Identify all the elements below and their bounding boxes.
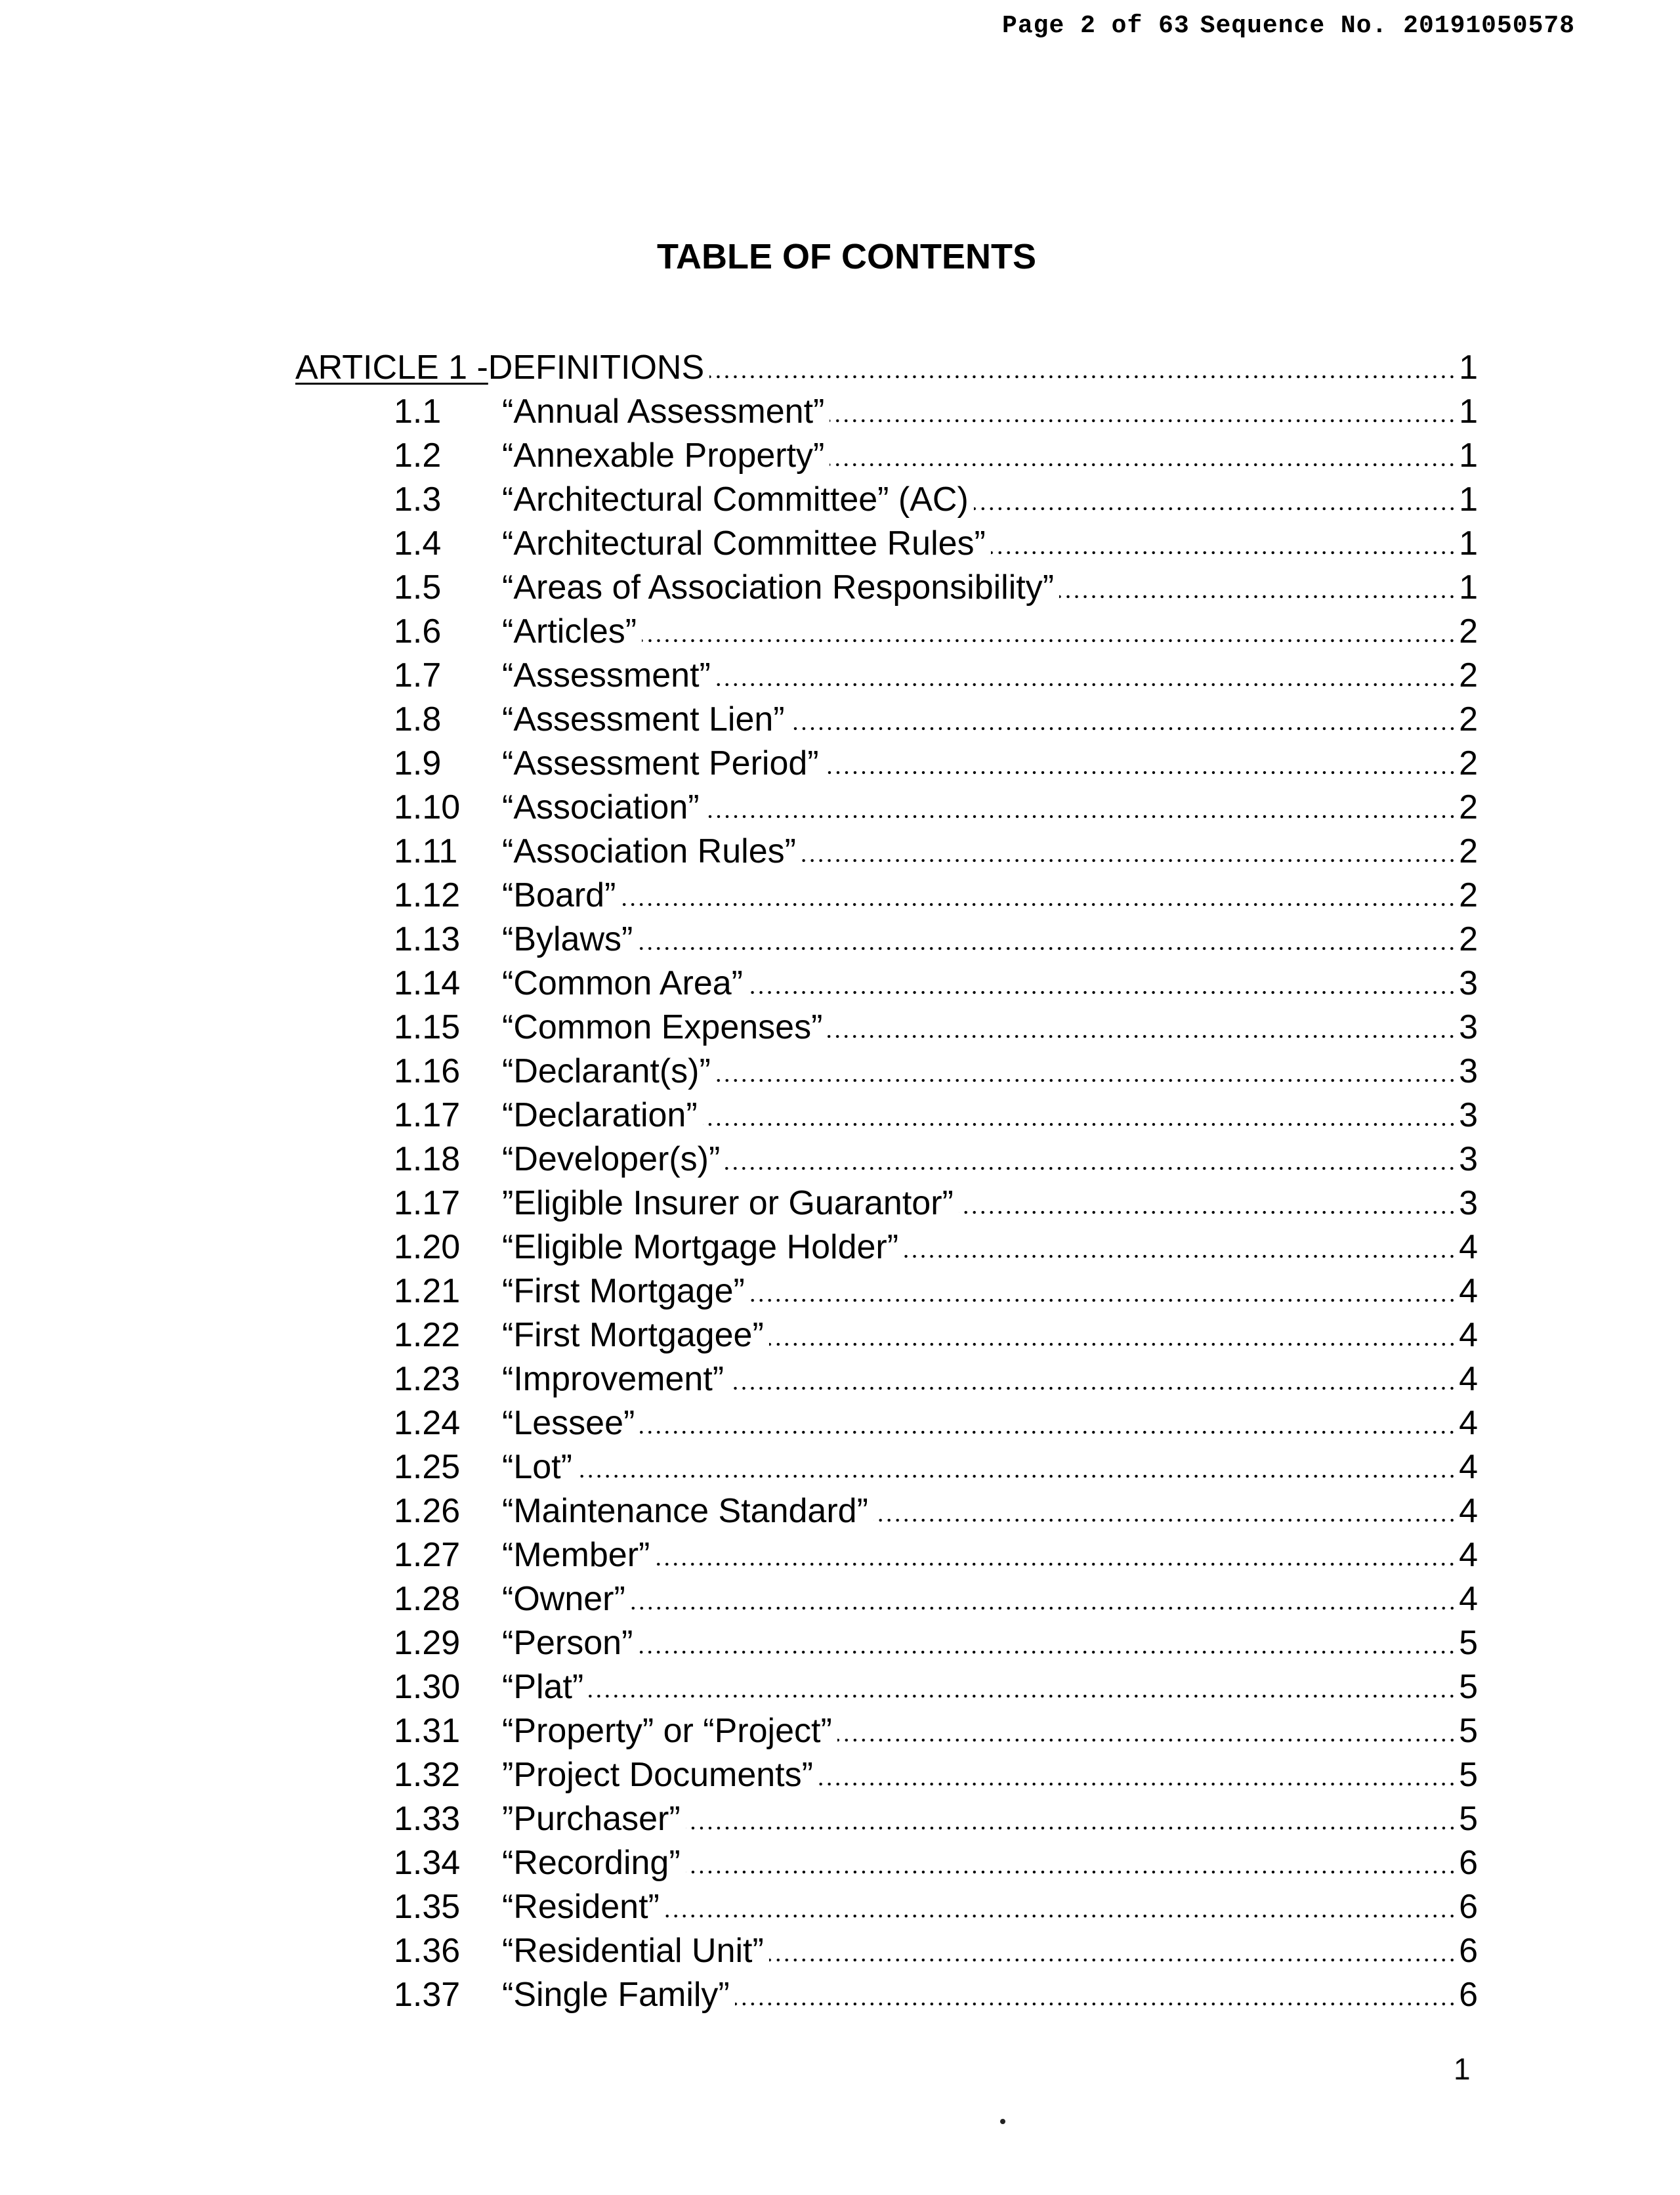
entry-title: “First Mortgage”	[502, 1272, 745, 1310]
dot-leader	[686, 1869, 1456, 1875]
entry-number: 1.15	[394, 1008, 461, 1046]
entry-page-number: 2	[1459, 612, 1478, 650]
entry-page-number: 4	[1459, 1272, 1478, 1310]
entry-title: “Member”	[502, 1536, 650, 1574]
toc-entry	[295, 959, 1478, 1003]
entry-title: “Developer(s)”	[502, 1140, 721, 1178]
dot-leader	[716, 1078, 1456, 1083]
dot-leader	[703, 1122, 1456, 1127]
entry-title: “Bylaws”	[502, 920, 633, 958]
entry-page-number: 3	[1459, 1096, 1478, 1134]
dot-leader	[729, 1386, 1456, 1391]
toc-entry	[295, 1663, 1478, 1707]
toc-entry	[295, 1751, 1478, 1795]
entry-page-number: 2	[1459, 832, 1478, 870]
entry-number: 1.34	[394, 1844, 461, 1882]
dot-leader	[716, 682, 1456, 687]
toc-entry	[295, 1223, 1478, 1267]
entry-number: 1.8	[394, 700, 442, 738]
entry-number: 1.33	[394, 1800, 461, 1838]
dot-leader	[769, 1957, 1456, 1963]
dot-leader	[709, 374, 1456, 379]
entry-number: 1.26	[394, 1492, 461, 1530]
entry-page-number: 4	[1459, 1448, 1478, 1486]
entry-title: “Annexable Property”	[502, 437, 825, 475]
dot-leader	[642, 638, 1456, 643]
dot-leader	[638, 1650, 1456, 1655]
dot-leader	[705, 814, 1457, 819]
entry-title: “Owner”	[502, 1580, 625, 1618]
dot-leader	[686, 1825, 1456, 1831]
dot-leader	[665, 1913, 1456, 1919]
toc-entry	[295, 1707, 1478, 1751]
dot-leader	[750, 1298, 1456, 1303]
dot-leader	[974, 506, 1456, 511]
dot-leader	[959, 1210, 1456, 1215]
entry-page-number: 6	[1459, 1976, 1478, 2014]
entry-title: “Eligible Mortgage Holder”	[502, 1228, 899, 1266]
toc-article-row	[295, 343, 1478, 387]
entry-title: ”Project Documents”	[502, 1756, 813, 1794]
entry-number: 1.11	[394, 832, 458, 870]
entry-title: “Assessment”	[502, 656, 711, 694]
entry-page-number: 3	[1459, 964, 1478, 1002]
dot-leader	[991, 550, 1456, 555]
dot-leader	[631, 1606, 1456, 1611]
entry-title: “Declaration”	[502, 1096, 698, 1134]
entry-title: “Lessee”	[502, 1404, 635, 1442]
toc-entry	[295, 1883, 1478, 1927]
footer-page-number: 1	[1454, 2052, 1471, 2086]
entry-number: 1.12	[394, 876, 461, 914]
entry-number: 1.31	[394, 1712, 461, 1750]
entry-title: “Architectural Committee” (AC)	[502, 480, 969, 519]
entry-title: “Annual Assessment”	[502, 393, 825, 431]
entry-page-number: 2	[1459, 788, 1478, 826]
entry-number: 1.36	[394, 1932, 461, 1970]
entry-page-number: 1	[1459, 393, 1478, 431]
dot-leader	[589, 1694, 1456, 1699]
entry-number: 1.24	[394, 1404, 461, 1442]
entry-page-number: 3	[1459, 1008, 1478, 1046]
entry-number: 1.20	[394, 1228, 461, 1266]
entry-title: “Single Family”	[502, 1976, 730, 2014]
dot-leader	[1059, 594, 1456, 599]
dot-leader	[640, 1430, 1456, 1435]
dot-leader	[655, 1562, 1456, 1567]
entry-number: 1.16	[394, 1052, 461, 1090]
dot-leader	[830, 418, 1456, 423]
toc-entry	[295, 915, 1478, 959]
toc-entry	[295, 1091, 1478, 1135]
entry-number: 1.21	[394, 1272, 461, 1310]
toc-entry	[295, 1927, 1478, 1971]
entry-number: 1.4	[394, 524, 442, 563]
toc-entry	[295, 1619, 1478, 1663]
entry-page-number: 5	[1459, 1624, 1478, 1662]
dot-leader	[824, 770, 1456, 775]
dot-leader	[818, 1781, 1456, 1787]
entry-page-number: 5	[1459, 1712, 1478, 1750]
entry-number: 1.17	[394, 1096, 461, 1134]
entry-number: 1.10	[394, 788, 461, 826]
entry-number: 1.27	[394, 1536, 461, 1574]
entry-number: 1.18	[394, 1140, 461, 1178]
entry-title: “Assessment Period”	[502, 744, 819, 782]
toc-entry	[295, 1047, 1478, 1091]
entry-number: 1.13	[394, 920, 461, 958]
entry-page-number: 2	[1459, 876, 1478, 914]
entry-title: “Person”	[502, 1624, 633, 1662]
entry-page-number: 5	[1459, 1668, 1478, 1706]
entry-page-number: 6	[1459, 1888, 1478, 1926]
dot-leader	[837, 1737, 1456, 1743]
toc-entry	[295, 607, 1478, 651]
dot-leader	[830, 462, 1456, 467]
toc-entry	[295, 431, 1478, 475]
page-count: Page 2 of 63	[1002, 12, 1190, 40]
dot-leader	[735, 2001, 1456, 2007]
entry-title: “Common Expenses”	[502, 1008, 823, 1046]
entry-page-number: 4	[1459, 1404, 1478, 1442]
dot-leader	[873, 1518, 1456, 1523]
entry-title: “Architectural Committee Rules”	[502, 524, 986, 563]
article-label: ARTICLE 1 -	[295, 349, 488, 387]
entry-page-number: 4	[1459, 1228, 1478, 1266]
entry-page-number: 1	[1459, 480, 1478, 519]
entry-page-number: 6	[1459, 1932, 1478, 1970]
entry-title: “Association”	[502, 788, 700, 826]
entry-title: “Residential Unit”	[502, 1932, 764, 1970]
toc-entry	[295, 1971, 1478, 2014]
toc-entry	[295, 1839, 1478, 1883]
entry-number: 1.3	[394, 480, 442, 519]
entry-page-number: 4	[1459, 1492, 1478, 1530]
entry-page-number: 2	[1459, 700, 1478, 738]
dot-leader	[769, 1342, 1456, 1347]
toc-entry	[295, 1399, 1478, 1443]
entry-number: 1.29	[394, 1624, 461, 1662]
entry-number: 1.28	[394, 1580, 461, 1618]
page-header	[1002, 12, 1575, 40]
dot-leader	[725, 1166, 1456, 1171]
entry-number: 1.30	[394, 1668, 461, 1706]
toc-entry	[295, 475, 1478, 519]
entry-page-number: 4	[1459, 1536, 1478, 1574]
toc-entry	[295, 651, 1478, 695]
entry-title: ”Purchaser”	[502, 1800, 681, 1838]
toc-entry	[295, 1795, 1478, 1839]
entry-title: “Recording”	[502, 1844, 681, 1882]
dot-leader	[790, 726, 1456, 731]
entry-title: “Plat”	[502, 1668, 584, 1706]
entry-page-number: 3	[1459, 1052, 1478, 1090]
scan-speck	[1000, 2119, 1005, 2124]
toc-entry	[295, 1355, 1478, 1399]
entry-number: 1.17	[394, 1184, 461, 1222]
entry-title: “Maintenance Standard”	[502, 1492, 868, 1530]
dot-leader	[801, 858, 1456, 863]
dot-leader	[828, 1034, 1456, 1039]
entry-title: “Resident”	[502, 1888, 660, 1926]
page-title: TABLE OF CONTENTS	[657, 237, 1036, 276]
entry-title: “Assessment Lien”	[502, 700, 785, 738]
toc-entry	[295, 1179, 1478, 1223]
entry-page-number: 3	[1459, 1184, 1478, 1222]
entry-page-number: 1	[1459, 524, 1478, 563]
toc-entry	[295, 1443, 1478, 1487]
toc-entry	[295, 871, 1478, 915]
entry-number: 1.37	[394, 1976, 461, 2014]
dot-leader	[578, 1474, 1456, 1479]
entry-number: 1.23	[394, 1360, 461, 1398]
entry-page-number: 4	[1459, 1360, 1478, 1398]
dot-leader	[904, 1254, 1456, 1259]
entry-page-number: 1	[1459, 568, 1478, 607]
entry-title: “Declarant(s)”	[502, 1052, 711, 1090]
table-of-contents	[295, 343, 1478, 2014]
entry-number: 1.32	[394, 1756, 461, 1794]
entry-page-number: 2	[1459, 920, 1478, 958]
entry-page-number: 3	[1459, 1140, 1478, 1178]
sequence-number: Sequence No. 20191050578	[1200, 12, 1575, 40]
entry-number: 1.5	[394, 568, 442, 607]
toc-entry	[295, 1311, 1478, 1355]
entry-page-number: 4	[1459, 1316, 1478, 1354]
entry-page-number: 6	[1459, 1844, 1478, 1882]
entry-title: “Property” or “Project”	[502, 1712, 832, 1750]
article-title: DEFINITIONS	[488, 349, 705, 387]
dot-leader	[621, 902, 1456, 907]
entry-page-number: 5	[1459, 1756, 1478, 1794]
entry-number: 1.22	[394, 1316, 461, 1354]
entry-title: “Board”	[502, 876, 616, 914]
toc-entry	[295, 1575, 1478, 1619]
entry-number: 1.25	[394, 1448, 461, 1486]
entry-title: “Improvement”	[502, 1360, 724, 1398]
entry-number: 1.7	[394, 656, 442, 694]
toc-entry	[295, 1487, 1478, 1531]
article-page-number: 1	[1459, 349, 1478, 387]
entry-number: 1.9	[394, 744, 442, 782]
toc-entry	[295, 519, 1478, 563]
entry-title: “Articles”	[502, 612, 637, 650]
dot-leader	[638, 946, 1456, 951]
toc-entry	[295, 1531, 1478, 1575]
toc-entry	[295, 695, 1478, 739]
entry-page-number: 5	[1459, 1800, 1478, 1838]
toc-entry	[295, 739, 1478, 783]
entry-page-number: 4	[1459, 1580, 1478, 1618]
entry-number: 1.6	[394, 612, 442, 650]
toc-entry	[295, 1267, 1478, 1311]
entry-number: 1.2	[394, 437, 442, 475]
entry-page-number: 2	[1459, 656, 1478, 694]
toc-entry	[295, 827, 1478, 871]
entry-page-number: 2	[1459, 744, 1478, 782]
entry-title: ”Eligible Insurer or Guarantor”	[502, 1184, 954, 1222]
entry-title: “Areas of Association Responsibility”	[502, 568, 1055, 607]
toc-entry	[295, 563, 1478, 607]
toc-entry	[295, 387, 1478, 431]
entry-number: 1.1	[394, 393, 442, 431]
toc-entry	[295, 783, 1478, 827]
entry-title: “Lot”	[502, 1448, 572, 1486]
dot-leader	[748, 990, 1456, 995]
entry-title: “Common Area”	[502, 964, 743, 1002]
entry-number: 1.35	[394, 1888, 461, 1926]
entry-title: “First Mortgagee”	[502, 1316, 764, 1354]
toc-entry	[295, 1135, 1478, 1179]
entry-title: “Association Rules”	[502, 832, 796, 870]
toc-entry	[295, 1003, 1478, 1047]
entry-number: 1.14	[394, 964, 461, 1002]
entry-page-number: 1	[1459, 437, 1478, 475]
